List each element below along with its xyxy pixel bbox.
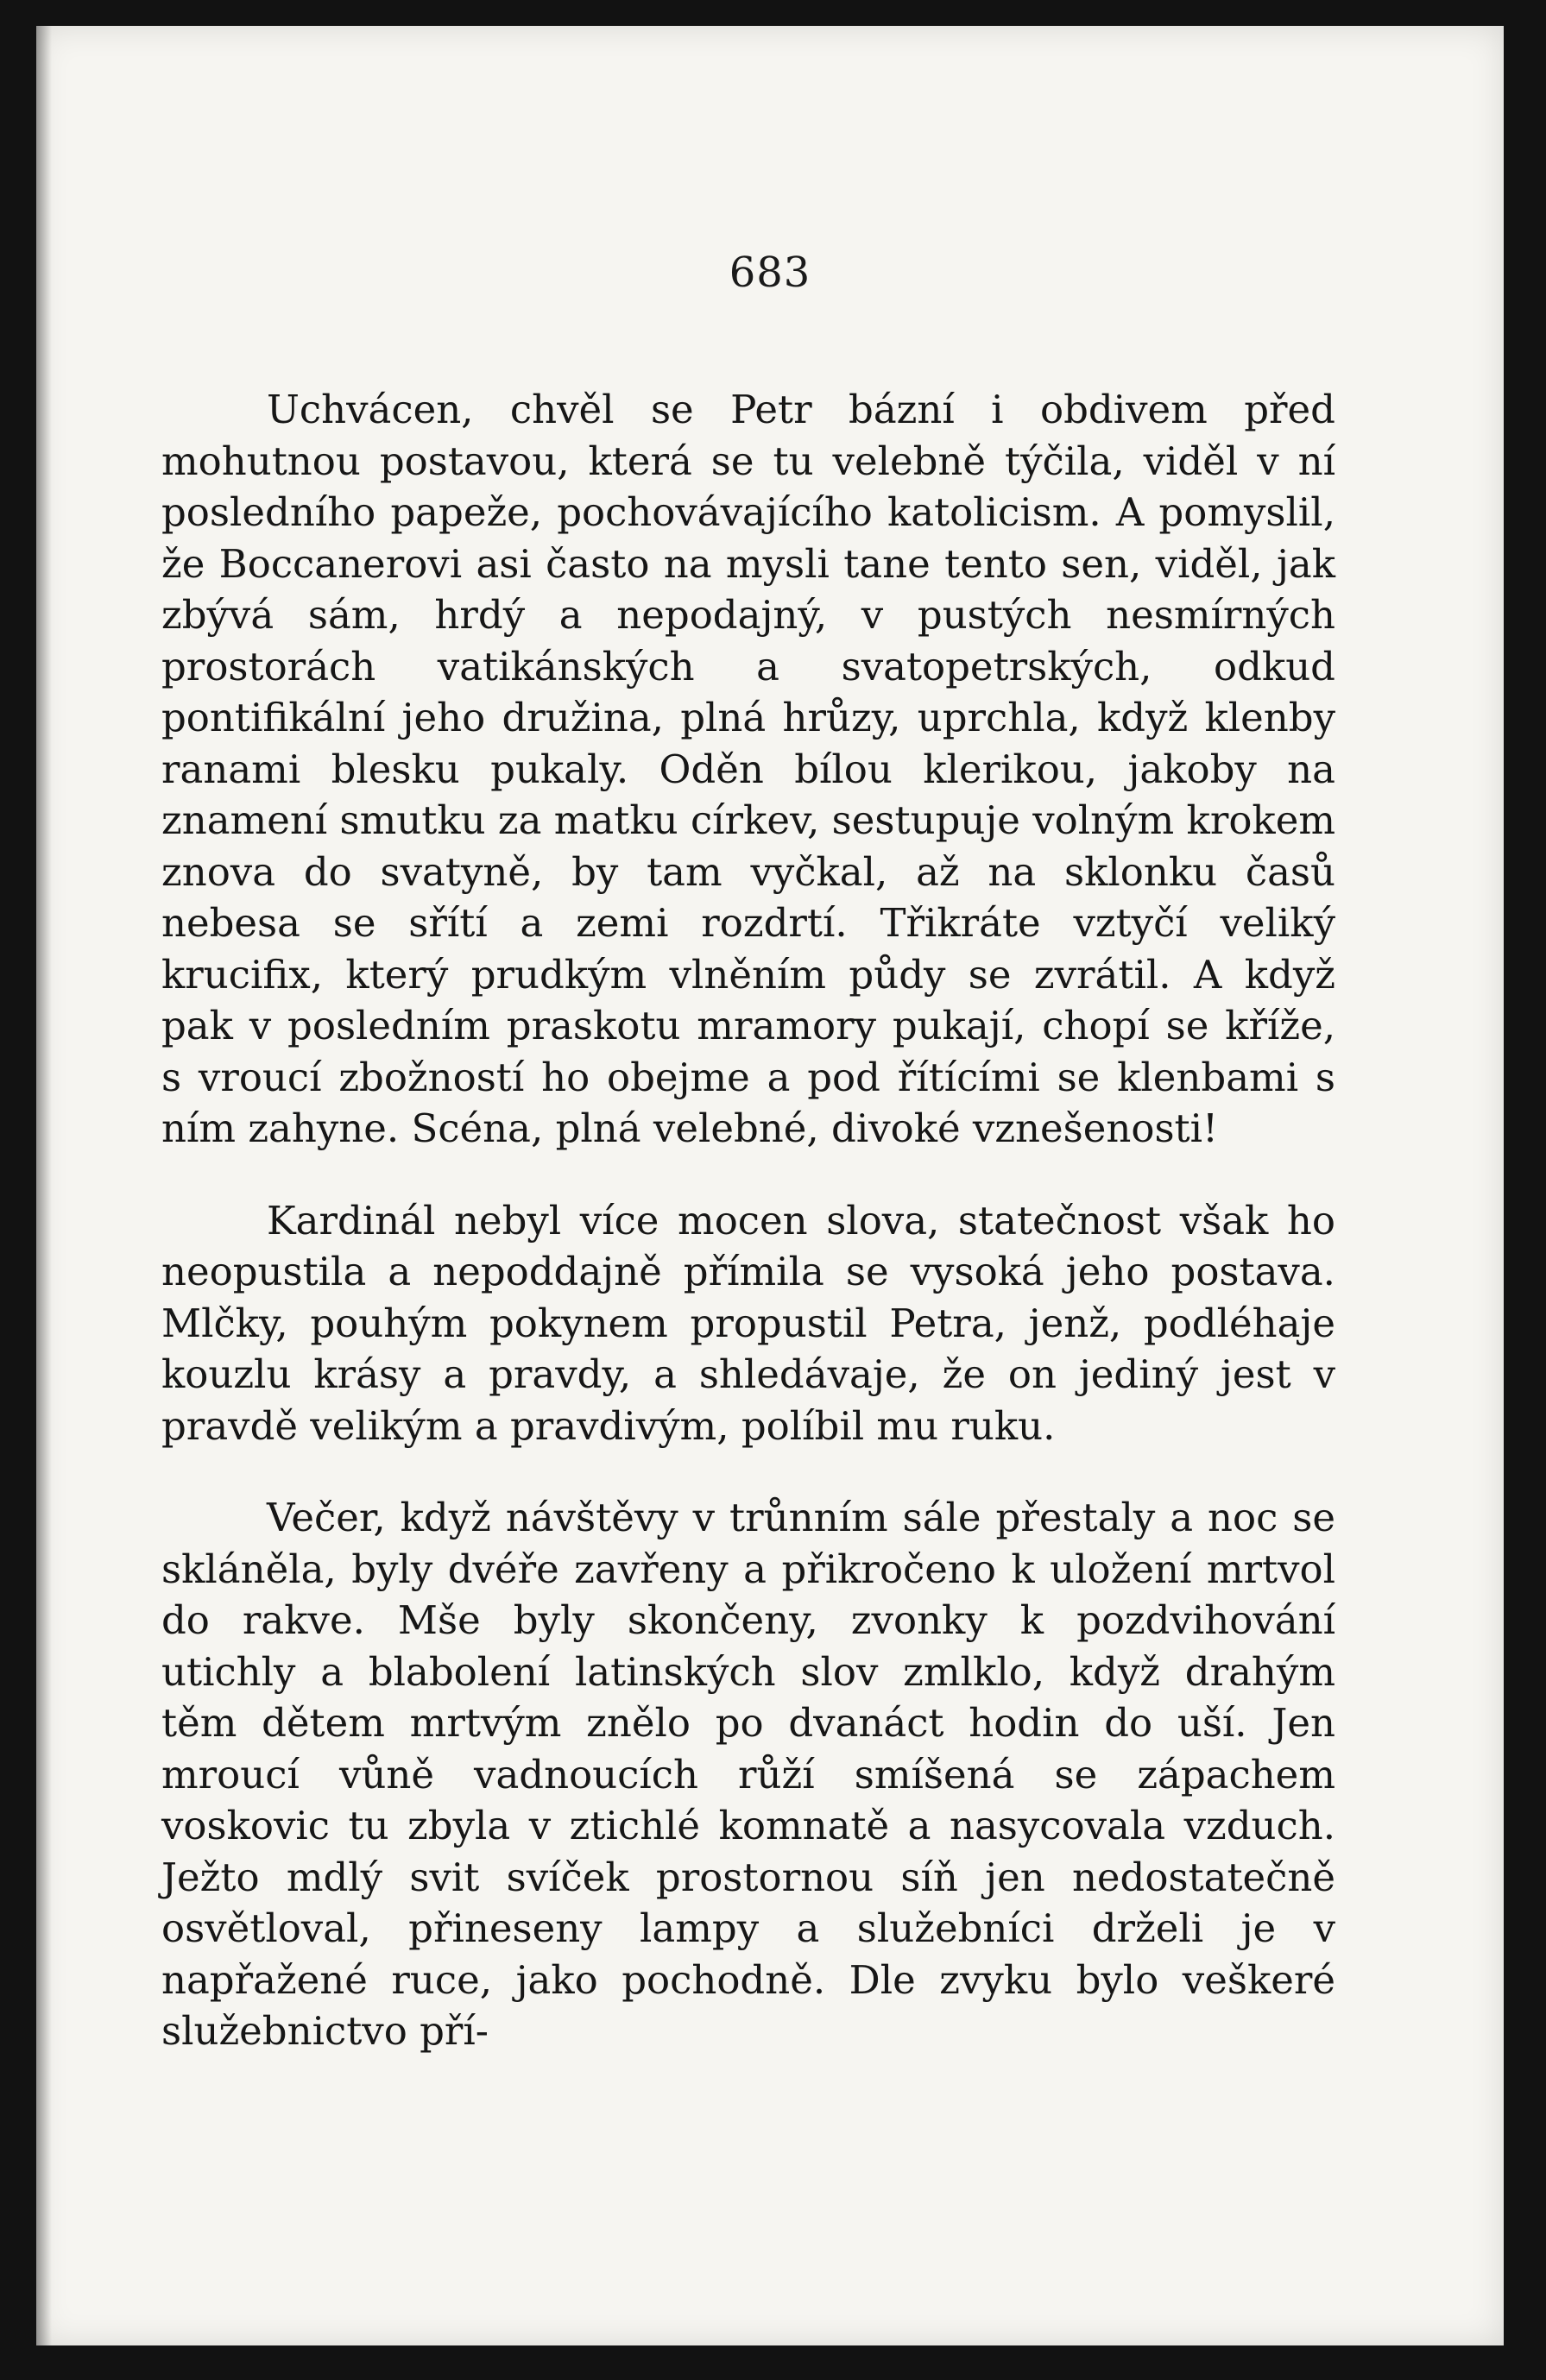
binding-shadow bbox=[36, 26, 52, 2345]
book-page bbox=[36, 26, 1504, 2345]
paragraph-1: Uchvácen, chvěl se Petr bázní i obdivem před mohutnou postavou, která se tu velebně týčila, viděl v ní posledního papeže, pochovávajícího katolicism. A pomyslil, že Boccanerovi asi často na mysli tane tento sen, viděl, jak zbývá sám, hrdý a nepodajný, v pustých nesmírných prostorách vatikánských a svatopetrských, odkud pontifikální jeho družina, plná hrůzy, uprchla, když klenby ranami blesku pukaly. Oděn bílou klerikou, jakoby na znamení smutku za matku církev, sestupuje volným krokem znova do svatyně, by tam vyčkal, až na sklonku časů nebesa se sřítí a zemi rozdrtí. Třikráte vztyčí veliký krucifix, který prudkým vlněním půdy se zvrátil. A když pak v posledním praskotu mramory pukají, chopí se kříže, s vroucí zbožností ho obejme a pod řítícími se klenbami s ním zahyne. Scéna, plná velebné, divoké vznešenosti! bbox=[161, 387, 1335, 1151]
paragraph-2: Kardinál nebyl více mocen slova, statečnost však ho neopustila a nepoddajně přímila se vysoká jeho postava. Mlčky, pouhým pokynem propustil Petra, jenž, podléhaje kouzlu krásy a pravdy, a shledávaje, že on jediný jest v pravdě velikým a pravdivým, políbil mu ruku. bbox=[161, 1197, 1335, 1449]
page-number: 683 bbox=[729, 249, 811, 297]
body-text bbox=[161, 384, 1335, 2057]
paragraph-3: Večer, když návštěvy v trůnním sále přestaly a noc se skláněla, byly dvéře zavřeny a přikročeno k uložení mrtvol do rakve. Mše byly skončeny, zvonky k pozdvihování utichly a blabolení latinských slov zmlklo, když drahým těm dětem mrtvým znělo po dvanáct hodin do uší. Jen mroucí vůně vadnoucích růží smíšená se zápachem voskovic tu zbyla v ztichlé komnatě a nasycovala vzduch. Ježto mdlý svit svíček prostornou síň jen nedostatečně osvětloval, přineseny lampy a služebníci drželi je v napřažené ruce, jako pochodně. Dle zvyku bylo veškeré služebnictvo pří- bbox=[161, 1495, 1335, 2054]
